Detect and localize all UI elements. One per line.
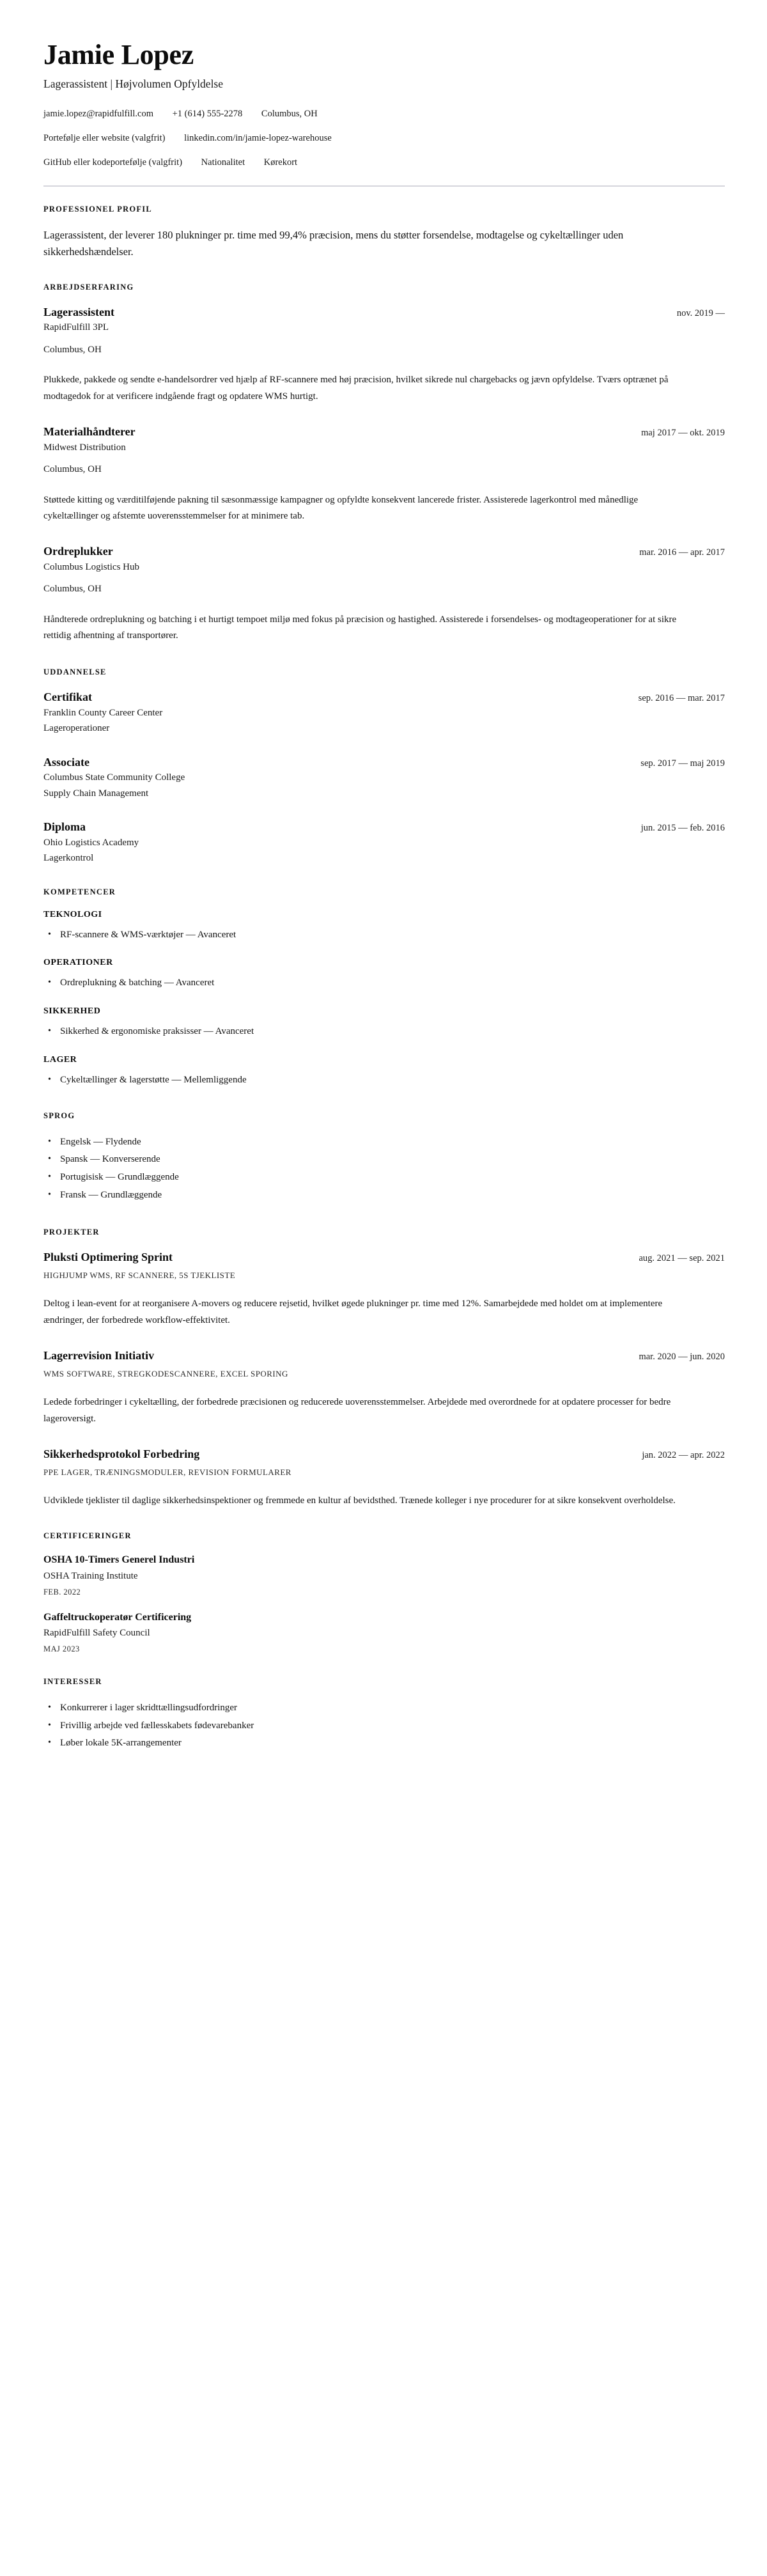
education-degree: Associate — [43, 755, 89, 769]
project-title: Sikkerhedsprotokol Forbedring — [43, 1447, 200, 1460]
contact-line-primary — [43, 107, 725, 121]
section-title-skills: KOMPETENCER — [43, 887, 116, 896]
certification-name: Gaffeltruckoperatør Certificering — [43, 1611, 192, 1623]
contact-line-web — [43, 132, 725, 146]
project-entry — [43, 1447, 725, 1510]
education-school: Ohio Logistics Academy — [43, 837, 139, 848]
skill-category: SIKKERHED — [43, 1006, 101, 1017]
skill-list — [43, 974, 725, 992]
language-list — [43, 1134, 725, 1205]
project-dates: jan. 2022 — apr. 2022 — [642, 1449, 725, 1460]
contact-driving-license: Kørekort — [263, 157, 298, 168]
project-title: Pluksti Optimering Sprint — [43, 1250, 173, 1263]
section-education — [43, 667, 725, 866]
candidate-headline: Lagerassistent | Højvolumen Opfyldelse — [43, 77, 224, 90]
language-item: • Engelsk — Flydende — [43, 1134, 725, 1151]
education-degree: Diploma — [43, 820, 86, 834]
education-dates: jun. 2015 — feb. 2016 — [640, 823, 725, 834]
project-description: Ledede forbedringer i cykeltælling, der forbedrede præcisionen og reducerede uoverensstemmelser. Arbejdede med overordnede for at opdatere processer for bedre lageroversigt. — [43, 1397, 671, 1425]
skill-item: • Ordreplukning & batching — Avanceret — [43, 974, 725, 992]
project-entry-head — [43, 1447, 725, 1462]
skill-group — [43, 1006, 725, 1041]
contact-line-extra — [43, 156, 725, 170]
contact-nationality: Nationalitet — [201, 157, 245, 168]
resume-header — [43, 40, 725, 170]
contact-location: Columbus, OH — [261, 109, 318, 120]
certification-date: FEB. 2022 — [43, 1587, 81, 1596]
experience-entry — [43, 305, 725, 405]
section-experience — [43, 283, 725, 644]
education-dates: sep. 2016 — mar. 2017 — [638, 693, 725, 704]
skill-group — [43, 1055, 725, 1089]
project-tech: HIGHJUMP WMS, RF SCANNERE, 5S TJEKLISTE — [43, 1270, 236, 1281]
experience-job-title: Lagerassistent — [43, 305, 114, 318]
certification-entry — [43, 1611, 725, 1654]
language-item: • Portugisisk — Grundlæggende — [43, 1169, 725, 1187]
experience-location: Columbus, OH — [43, 344, 102, 355]
education-dates: sep. 2017 — maj 2019 — [640, 758, 725, 769]
project-entry — [43, 1250, 725, 1329]
section-title-languages: SPROG — [43, 1111, 75, 1120]
section-interests — [43, 1677, 725, 1752]
header-divider — [43, 185, 725, 187]
section-title-projects: PROJEKTER — [43, 1227, 100, 1237]
experience-dates: mar. 2016 — apr. 2017 — [639, 547, 725, 558]
contact-linkedin[interactable]: linkedin.com/in/jamie-lopez-warehouse — [184, 133, 332, 144]
education-entry-head — [43, 755, 725, 770]
section-title-certifications: CERTIFICERINGER — [43, 1531, 132, 1541]
education-field: Lagerkontrol — [43, 853, 94, 864]
experience-job-title: Ordreplukker — [43, 545, 113, 558]
education-entry — [43, 755, 725, 801]
experience-job-title: Materialhåndterer — [43, 425, 136, 439]
interest-item: • Frivillig arbejde ved fællesskabets fødevarebanker — [43, 1717, 725, 1735]
project-dates: mar. 2020 — jun. 2020 — [639, 1351, 725, 1362]
certification-issuer: RapidFulfill Safety Council — [43, 1628, 150, 1639]
skill-list — [43, 926, 725, 944]
certification-entry — [43, 1554, 725, 1596]
contact-phone[interactable]: +1 (614) 555-2278 — [172, 109, 243, 120]
project-entry-head — [43, 1250, 725, 1265]
project-description: Deltog i lean-event for at reorganisere A-movers og reducere rejsetid, hvilket øgede plukninger pr. time med 12%. Samarbejdede med holdet om at implementere ændringer, der forbedrede workflow-effektivitet. — [43, 1299, 663, 1326]
education-degree: Certifikat — [43, 691, 92, 704]
experience-company: Midwest Distribution — [43, 442, 126, 453]
section-title-summary: PROFESSIONEL PROFIL — [43, 204, 152, 214]
project-tech: PPE LAGER, TRÆNINGSMODULER, REVISION FORMULARER — [43, 1467, 291, 1478]
education-field: Lageroperationer — [43, 723, 110, 734]
experience-description: Plukkede, pakkede og sendte e-handelsordrer ved hjælp af RF-scannere med høj præcision, hvilket sikrede nul chargebacks og jævn opfyldelse. Tværs optrænet på modtagedok for at verificere indgående fragt og opdatere WMS hurtigt. — [43, 375, 669, 402]
skill-group — [43, 958, 725, 992]
project-description: Udviklede tjeklister til daglige sikkerhedsinspektioner og fremmede en kultur af bevidsthed. Trænede kolleger i nye procedurer for at sikre konsekvent overholdelse. — [43, 1495, 676, 1506]
interest-item: • Løber lokale 5K-arrangementer — [43, 1735, 725, 1752]
experience-company: Columbus Logistics Hub — [43, 561, 140, 572]
interest-list — [43, 1699, 725, 1752]
section-certifications — [43, 1531, 725, 1654]
skill-item: • RF-scannere & WMS-værktøjer — Avanceret — [43, 926, 725, 944]
experience-entry — [43, 544, 725, 644]
section-skills — [43, 887, 725, 1089]
education-field: Supply Chain Management — [43, 788, 149, 799]
experience-description: Støttede kitting og værditilføjende pakning til sæsonmæssige kampagner og opfyldte konsekvent lancerede frister. Assisterede lagerkontrol med månedlige cykeltællinger og afstemte uoverensstemmelser for at minimere tab. — [43, 494, 639, 522]
contact-portfolio[interactable]: Portefølje eller website (valgfrit) — [43, 133, 166, 144]
project-title: Lagerrevision Initiativ — [43, 1348, 155, 1362]
experience-description: Håndterede ordreplukning og batching i et hurtigt tempoet miljø med fokus på præcision og hastighed. Assisterede i forsendelses- og modtageoperationer for at sikre rettidig afhentning af transportører. — [43, 614, 677, 641]
project-entry-head — [43, 1348, 725, 1363]
project-entry — [43, 1348, 725, 1428]
section-languages — [43, 1111, 725, 1205]
section-summary — [43, 205, 725, 261]
section-title-education: UDDANNELSE — [43, 667, 107, 677]
experience-dates: nov. 2019 — — [676, 308, 725, 318]
experience-entry-head — [43, 544, 725, 559]
experience-entry — [43, 425, 725, 525]
certification-issuer: OSHA Training Institute — [43, 1571, 138, 1582]
certification-date: MAJ 2023 — [43, 1644, 80, 1653]
experience-location: Columbus, OH — [43, 464, 102, 475]
section-title-interests: INTERESSER — [43, 1676, 102, 1686]
skill-item: • Sikkerhed & ergonomiske praksisser — Avanceret — [43, 1023, 725, 1041]
summary-text: Lagerassistent, der leverer 180 plukninger pr. time med 99,4% præcision, mens du støtter forsendelse, modtagelse og cykeltællinger uden sikkerhedshændelser. — [43, 228, 624, 258]
language-item: • Spansk — Konverserende — [43, 1151, 725, 1169]
skill-category: TEKNOLOGI — [43, 909, 102, 919]
experience-location: Columbus, OH — [43, 584, 102, 595]
skill-category: OPERATIONER — [43, 958, 113, 968]
certification-name: OSHA 10-Timers Generel Industri — [43, 1554, 195, 1566]
contact-email[interactable]: jamie.lopez@rapidfulfill.com — [43, 109, 153, 120]
education-school: Columbus State Community College — [43, 772, 185, 783]
section-title-experience: ARBEJDSERFARING — [43, 282, 134, 292]
section-projects — [43, 1228, 725, 1510]
skill-group — [43, 910, 725, 944]
experience-entry-head — [43, 425, 725, 439]
education-entry — [43, 690, 725, 736]
skill-list — [43, 1072, 725, 1089]
education-entry-head — [43, 690, 725, 705]
skill-category: LAGER — [43, 1054, 77, 1065]
education-school: Franklin County Career Center — [43, 707, 163, 718]
skill-item: • Cykeltællinger & lagerstøtte — Mellemliggende — [43, 1072, 725, 1089]
project-tech: WMS SOFTWARE, STREGKODESCANNERE, EXCEL SPORING — [43, 1369, 288, 1379]
project-dates: aug. 2021 — sep. 2021 — [639, 1253, 725, 1263]
experience-company: RapidFulfill 3PL — [43, 322, 109, 333]
skill-list — [43, 1023, 725, 1041]
experience-dates: maj 2017 — okt. 2019 — [641, 428, 725, 439]
candidate-name: Jamie Lopez — [43, 39, 194, 70]
experience-entry-head — [43, 305, 725, 320]
education-entry — [43, 820, 725, 866]
education-entry-head — [43, 820, 725, 834]
interest-item: • Konkurrerer i lager skridttællingsudfordringer — [43, 1699, 725, 1717]
language-item: • Fransk — Grundlæggende — [43, 1187, 725, 1205]
contact-github[interactable]: GitHub eller kodeportefølje (valgfrit) — [43, 157, 183, 168]
